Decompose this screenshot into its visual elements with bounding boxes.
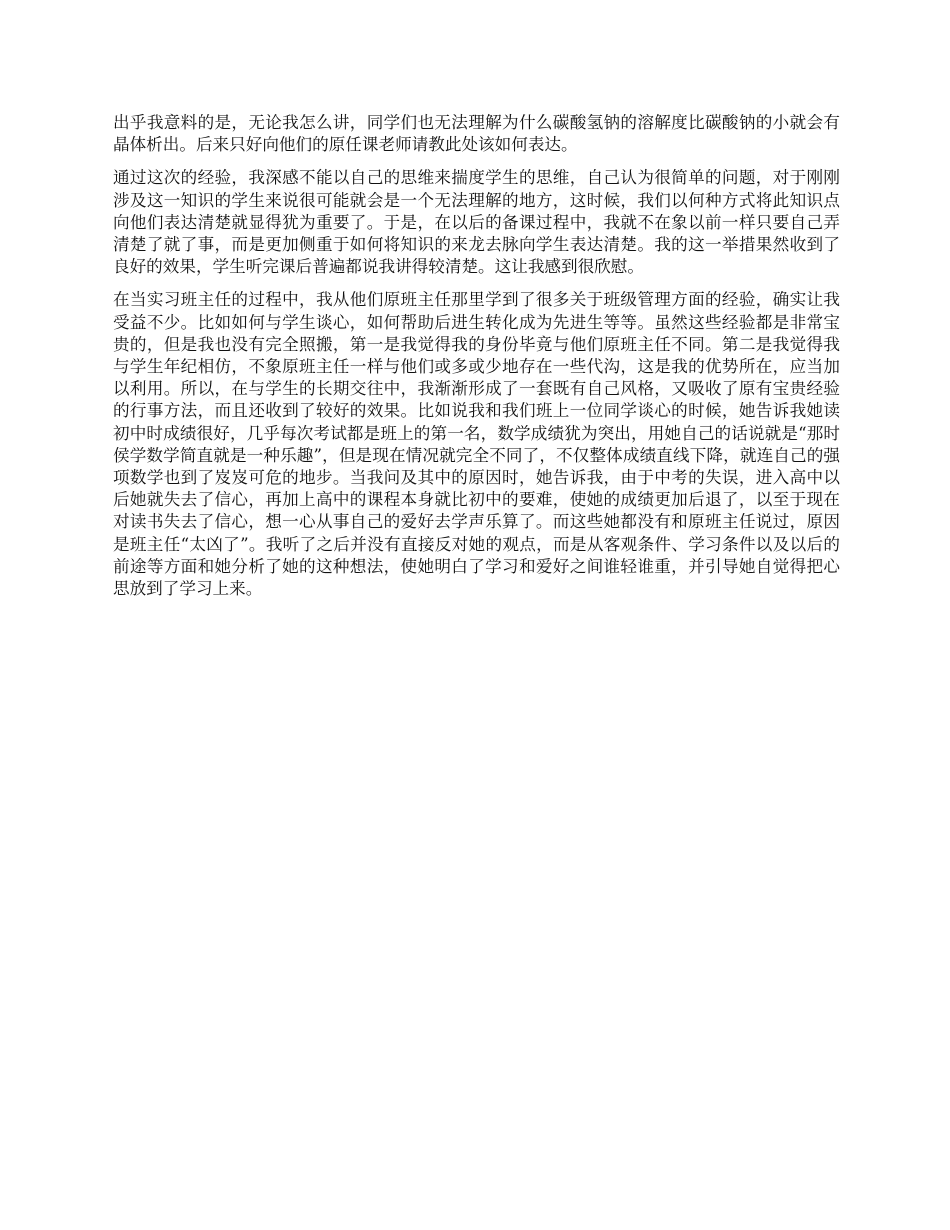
paragraph-2: 通过这次的经验，我深感不能以自己的思维来揣度学生的思维，自己认为很简单的问题，对于刚刚涉及这一知识的学生来说很可能就会是一个无法理解的地方，这时候，我们以何种方式将此知识点向他们表达清楚就显得犹为重要了。于是，在以后的备课过程中，我就不在象以前一样只要自己弄清楚了就了事，而是更加侧重于如何将知识的来龙去脉向学生表达清楚。我的这一举措果然收到了良好的效果，学生听完课后普遍都说我讲得较清楚。这让我感到很欣慰。: [113, 168, 840, 277]
paragraph-3: 在当实习班主任的过程中，我从他们原班主任那里学到了很多关于班级管理方面的经验，确实让我受益不少。比如如何与学生谈心，如何帮助后进生转化成为先进生等等。虽然这些经验都是非常宝贵的，但是我也没有完全照搬，第一是我觉得我的身份毕竟与他们原班主任不同。第二是我觉得我与学生年纪相仿，不象原班主任一样与他们或多或少地存在一些代沟，这是我的优势所在，应当加以利用。所以，在与学生的长期交往中，我渐渐形成了一套既有自己风格，又吸收了原有宝贵经验的行事方法，而且还收到了较好的效果。比如说我和我们班上一位同学谈心的时候，她告诉我她读初中时成绩很好，几乎每次考试都是班上的第一名，数学成绩犹为突出，用她自己的话说就是“那时侯学数学简直就是一种乐趣”，但是现在情况就完全不同了，不仅整体成绩直线下降，就连自己的强项数学也到了岌岌可危的地步。当我问及其中的原因时，她告诉我，由于中考的失误，进入高中以后她就失去了信心，再加上高中的课程本身就比初中的要难，使她的成绩更加后退了，以至于现在对读书失去了信心，想一心从事自己的爱好去学声乐算了。而这些她都没有和原班主任说过，原因是班主任“太凶了”。我听了之后并没有直接反对她的观点，而是从客观条件、学习条件以及以后的前途等方面和她分析了她的这种想法，使她明白了学习和爱好之间谁轻谁重，并引导她自觉得把心思放到了学习上来。: [113, 290, 840, 599]
paragraph-1: 出乎我意料的是，无论我怎么讲，同学们也无法理解为什么碳酸氢钠的溶解度比碳酸钠的小就会有晶体析出。后来只好向他们的原任课老师请教此处该如何表达。: [113, 113, 840, 155]
document-body: [113, 112, 840, 611]
